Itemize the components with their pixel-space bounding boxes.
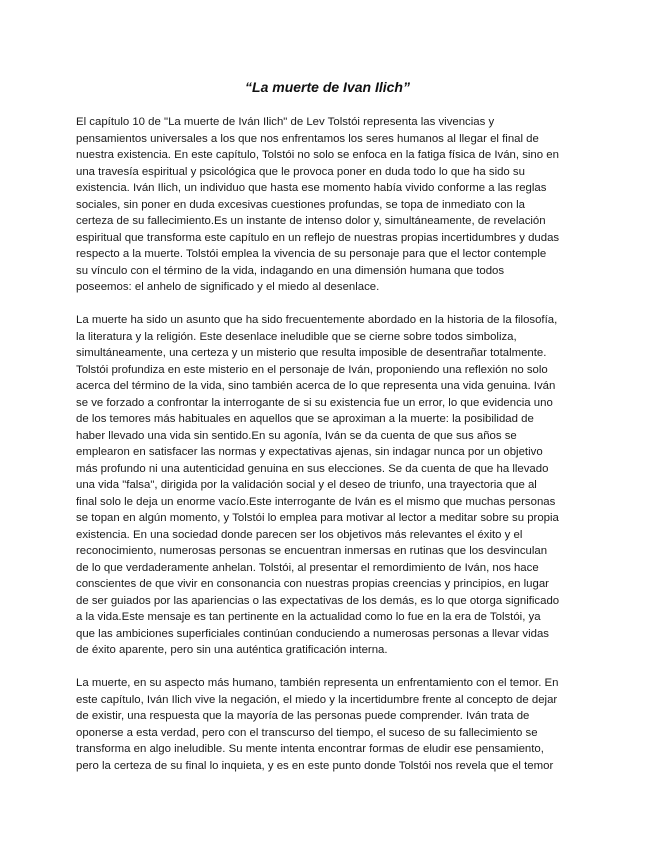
document-title: “La muerte de Ivan Ilich”	[245, 79, 410, 95]
text-line: sociales, sin poner en duda excesivas cuestiones profundas, se topa de inmediato con la	[76, 198, 525, 211]
text-line: existencia. Iván Ilich, un individuo que hasta ese momento había vivido conforme a las reglas	[76, 182, 547, 194]
paragraph-2	[76, 312, 579, 659]
text-line: haber llevado una vida sin sentido.En su agonía, Iván se da cuenta de que sus años se	[76, 429, 517, 442]
document-body	[76, 114, 579, 791]
text-line: reconocimiento, numerosas personas se encuentran inmersas en rutinas que los desvinculan	[76, 545, 548, 557]
text-line: transforma en algo ineludible. Su mente intenta encontrar formas de eludir ese pensamiento,	[76, 743, 544, 755]
text-line: La muerte, en su aspecto más humano, también representa un enfrentamiento con el temor. En	[76, 677, 559, 689]
text-line: más profundo ni una autenticidad genuina en sus elecciones. Se da cuenta de que ha llevado	[76, 462, 549, 475]
text-line: existencia. En una sociedad donde parecen ser los objetivos más relevantes el éxito y el	[76, 528, 523, 541]
text-line: se topan en algún momento, y Tolstói lo emplea para motivar al lector a meditar sobre su propia	[76, 512, 559, 524]
text-line: pensamientos universales a los que nos enfrentamos los seres humanos al llegar el final de	[76, 132, 539, 145]
text-line: de éxito aparente, pero sin una auténtica gratificación interna.	[76, 644, 388, 656]
text-line: de los temores más habituales en aquellos que se aproximan a la muerte: la posibilidad de	[76, 413, 534, 425]
text-line: conscientes de que vivir en consonancia con nuestras propias creencias y principios, en lugar	[76, 578, 549, 590]
text-line: nuestra existencia. En este capítulo, Tolstói no solo se enfoca en la fatiga física de Iván, sino en	[76, 149, 559, 161]
text-line: acerca del término de la vida, sino también acerca de lo que representa una vida genuina. Iván	[76, 380, 556, 392]
text-line: El capítulo 10 de "La muerte de Iván Ilich" de Lev Tolstói representa las vivencias y	[76, 116, 495, 128]
text-line: espiritual que transforma este capítulo en un reflejo de nuestras propias incertidumbres y dudas	[76, 231, 560, 244]
text-line: Tolstói profundiza en este misterio en el personaje de Iván, proponiendo una reflexión no solo	[76, 363, 548, 376]
text-line: final solo le deja un enorme vacío.Este interrogante de Iván es el mismo que muchas personas	[76, 495, 556, 508]
text-line: este capítulo, Iván Ilich vive la negación, el miedo y la incertidumbre frente al concepto de dejar	[76, 693, 558, 706]
text-line: pero la certeza de su final lo inquieta, y es en este punto donde Tolstói nos revela que el temor	[76, 759, 554, 772]
text-line: de lo que verdaderamente anhelan. Tolstói, al presentar el remordimiento de Iván, nos hace	[76, 561, 539, 574]
text-line: poseemos: el anhelo de significado y el miedo al desenlace.	[76, 281, 380, 293]
text-line: emplearon en satisfacer las normas y expectativas ajenas, sin indagar nunca por un objetivo	[76, 446, 543, 458]
text-line: certeza de su fallecimiento.Es un instante de intenso dolor y, simultáneamente, de revelación	[76, 215, 546, 227]
text-line: de ser guiados por las apariencias o las expectativas de los demás, es lo que otorga significado	[76, 594, 560, 607]
text-line: La muerte ha sido un asunto que ha sido frecuentemente abordado en la historia de la filosofía,	[76, 314, 558, 326]
text-line: la literatura y la religión. Este desenlace ineludible que se cierne sobre todos simboliza,	[76, 330, 517, 343]
text-line: oponerse a esta verdad, pero con el transcurso del tiempo, el suceso de su fallecimiento se	[76, 726, 538, 739]
text-line: su vínculo con el término de la vida, indagando en una dimensión humana que todos	[76, 264, 505, 277]
paragraph-1	[76, 114, 579, 296]
paragraph-3	[76, 675, 579, 774]
text-line: una vida "falsa", dirigida por la validación social y el deseo de triunfo, una trayectoria que al	[76, 479, 537, 491]
text-line: simultáneamente, una certeza y un misterio que resulta imposible de desentrañar totalmente.	[76, 347, 547, 359]
text-line: que las ambiciones superficiales continúan conduciendo a numerosas personas a llevar vidas	[76, 627, 549, 640]
text-line: a la vida.Este mensaje es tan pertinente en la actualidad como lo fue en la era de Tolstói, ya	[76, 611, 541, 623]
text-line: se ve forzado a confrontar la interrogante de si su existencia fue un error, lo que evidencia uno	[76, 396, 553, 409]
text-line: respecto a la muerte. Tolstói emplea la vivencia de su personaje para que el lector contemple	[76, 248, 547, 260]
text-line: de existir, una respuesta que la mayoría de las personas puede comprender. Iván trata de	[76, 710, 530, 722]
text-line: una travesía espiritual y psicológica que le provoca poner en duda todo lo que ha sido su	[76, 165, 525, 178]
